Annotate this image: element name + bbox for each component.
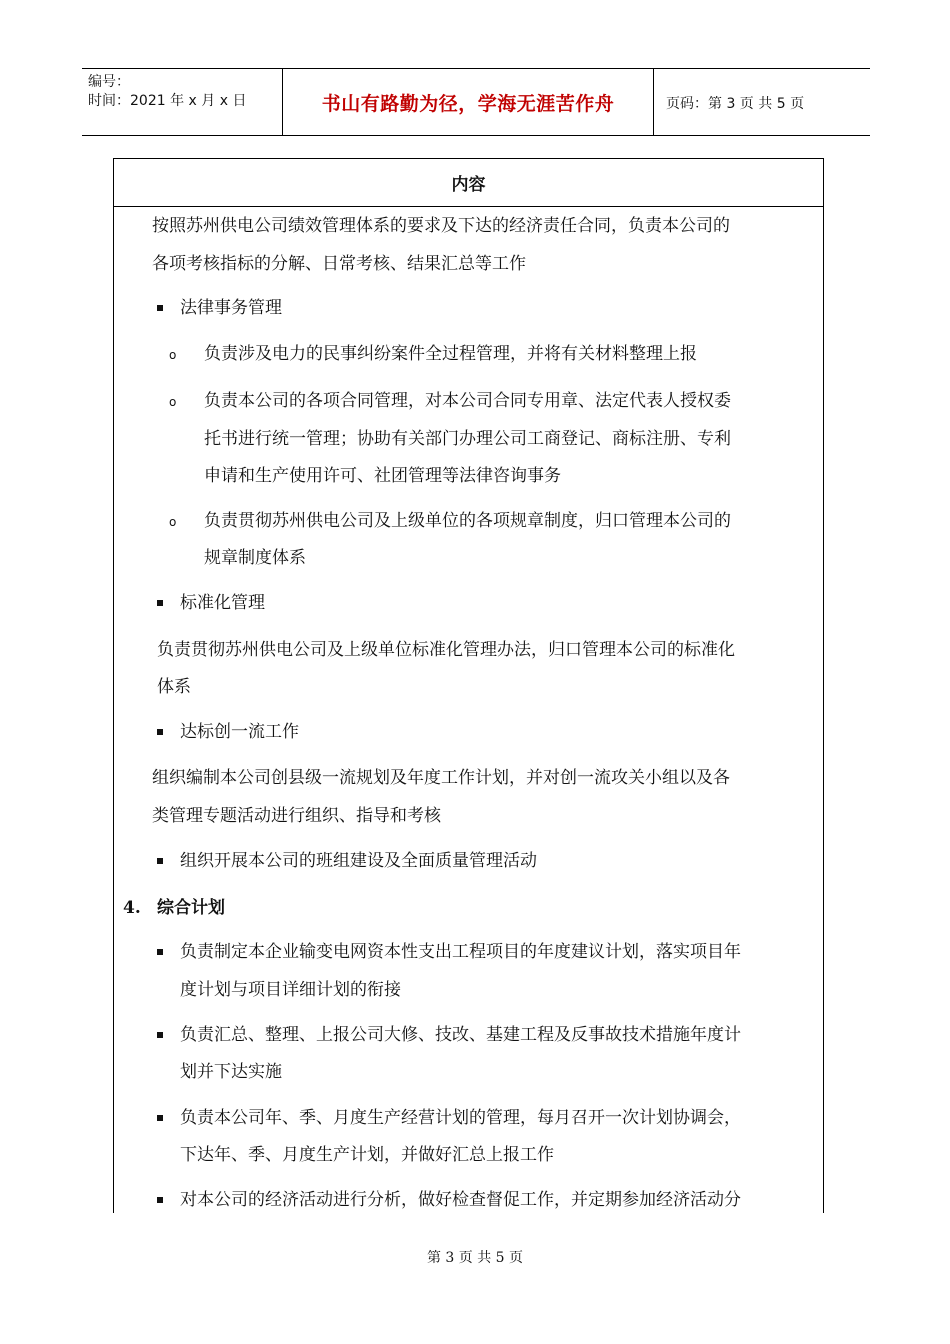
square-bullet-icon <box>157 1115 163 1121</box>
square-bullet-icon <box>157 600 163 606</box>
plan-item: 负责本公司年、季、月度生产经营计划的管理，每月召开一次计划协调会， <box>180 1108 741 1128</box>
page-footer <box>0 1247 950 1267</box>
plan-item: 负责汇总、整理、上报公司大修、技改、基建工程及反事故技术措施年度计 <box>180 1025 741 1045</box>
header-page-code: 页码：第 3 页 共 5 页 <box>666 95 805 112</box>
plan-item: 对本公司的经济活动进行分析，做好检查督促工作，并定期参加经济活动分 <box>180 1190 741 1210</box>
document-header <box>82 68 870 136</box>
excellence-text: 类管理专题活动进行组织、指导和考核 <box>152 806 441 826</box>
circle-bullet-icon: o <box>169 515 177 529</box>
legal-item: 负责涉及电力的民事纠纷案件全过程管理，并将有关材料整理上报 <box>204 344 697 364</box>
header-motto <box>282 69 654 136</box>
plan-item: 划并下达实施 <box>180 1062 282 1082</box>
excellence-text: 组织编制本公司创县级一流规划及年度工作计划，并对创一流攻关小组以及各 <box>152 768 730 788</box>
standard-text: 负责贯彻苏州供电公司及上级单位标准化管理办法，归口管理本公司的标准化 <box>157 640 735 660</box>
section-title: 综合计划 <box>157 898 225 918</box>
intro-line: 各项考核指标的分解、日常考核、结果汇总等工作 <box>152 254 526 274</box>
plan-item: 负责制定本企业输变电网资本性支出工程项目的年度建议计划，落实项目年 <box>180 942 741 962</box>
square-bullet-icon <box>157 949 163 955</box>
motto-text: 书山有路勤为径，学海无涯苦作舟 <box>321 93 615 115</box>
plan-item: 下达年、季、月度生产计划，并做好汇总上报工作 <box>180 1145 554 1165</box>
header-meta <box>82 69 282 136</box>
team-item: 组织开展本公司的班组建设及全面质量管理活动 <box>180 851 537 871</box>
square-bullet-icon <box>157 1032 163 1038</box>
content-title: 内容 <box>114 159 823 207</box>
standard-text: 体系 <box>157 677 191 697</box>
square-bullet-icon <box>157 858 163 864</box>
legal-item: 负责贯彻苏州供电公司及上级单位的各项规章制度，归口管理本公司的 <box>204 511 731 531</box>
legal-item: 托书进行统一管理；协助有关部门办理公司工商登记、商标注册、专利 <box>204 429 731 449</box>
square-bullet-icon <box>157 305 163 311</box>
legal-heading: 法律事务管理 <box>180 298 282 318</box>
standard-heading: 标准化管理 <box>180 593 265 613</box>
circle-bullet-icon: o <box>169 395 177 409</box>
legal-item: 负责本公司的各项合同管理，对本公司合同专用章、法定代表人授权委 <box>204 391 731 411</box>
section-number: 4. <box>123 898 141 918</box>
intro-line: 按照苏州供电公司绩效管理体系的要求及下达的经济责任合同，负责本公司的 <box>152 216 730 236</box>
document-number: 编号： <box>88 74 130 90</box>
circle-bullet-icon: o <box>169 348 177 362</box>
document-date: 时间：2021 年 x 月 x 日 <box>88 93 247 109</box>
footer-page-number: 第 3 页 共 5 页 <box>426 1250 524 1266</box>
plan-item: 度计划与项目详细计划的衔接 <box>180 980 401 1000</box>
square-bullet-icon <box>157 1197 163 1203</box>
legal-item: 规章制度体系 <box>204 548 306 568</box>
square-bullet-icon <box>157 729 163 735</box>
legal-item: 申请和生产使用许可、社团管理等法律咨询事务 <box>204 466 561 486</box>
excellence-heading: 达标创一流工作 <box>180 722 299 742</box>
